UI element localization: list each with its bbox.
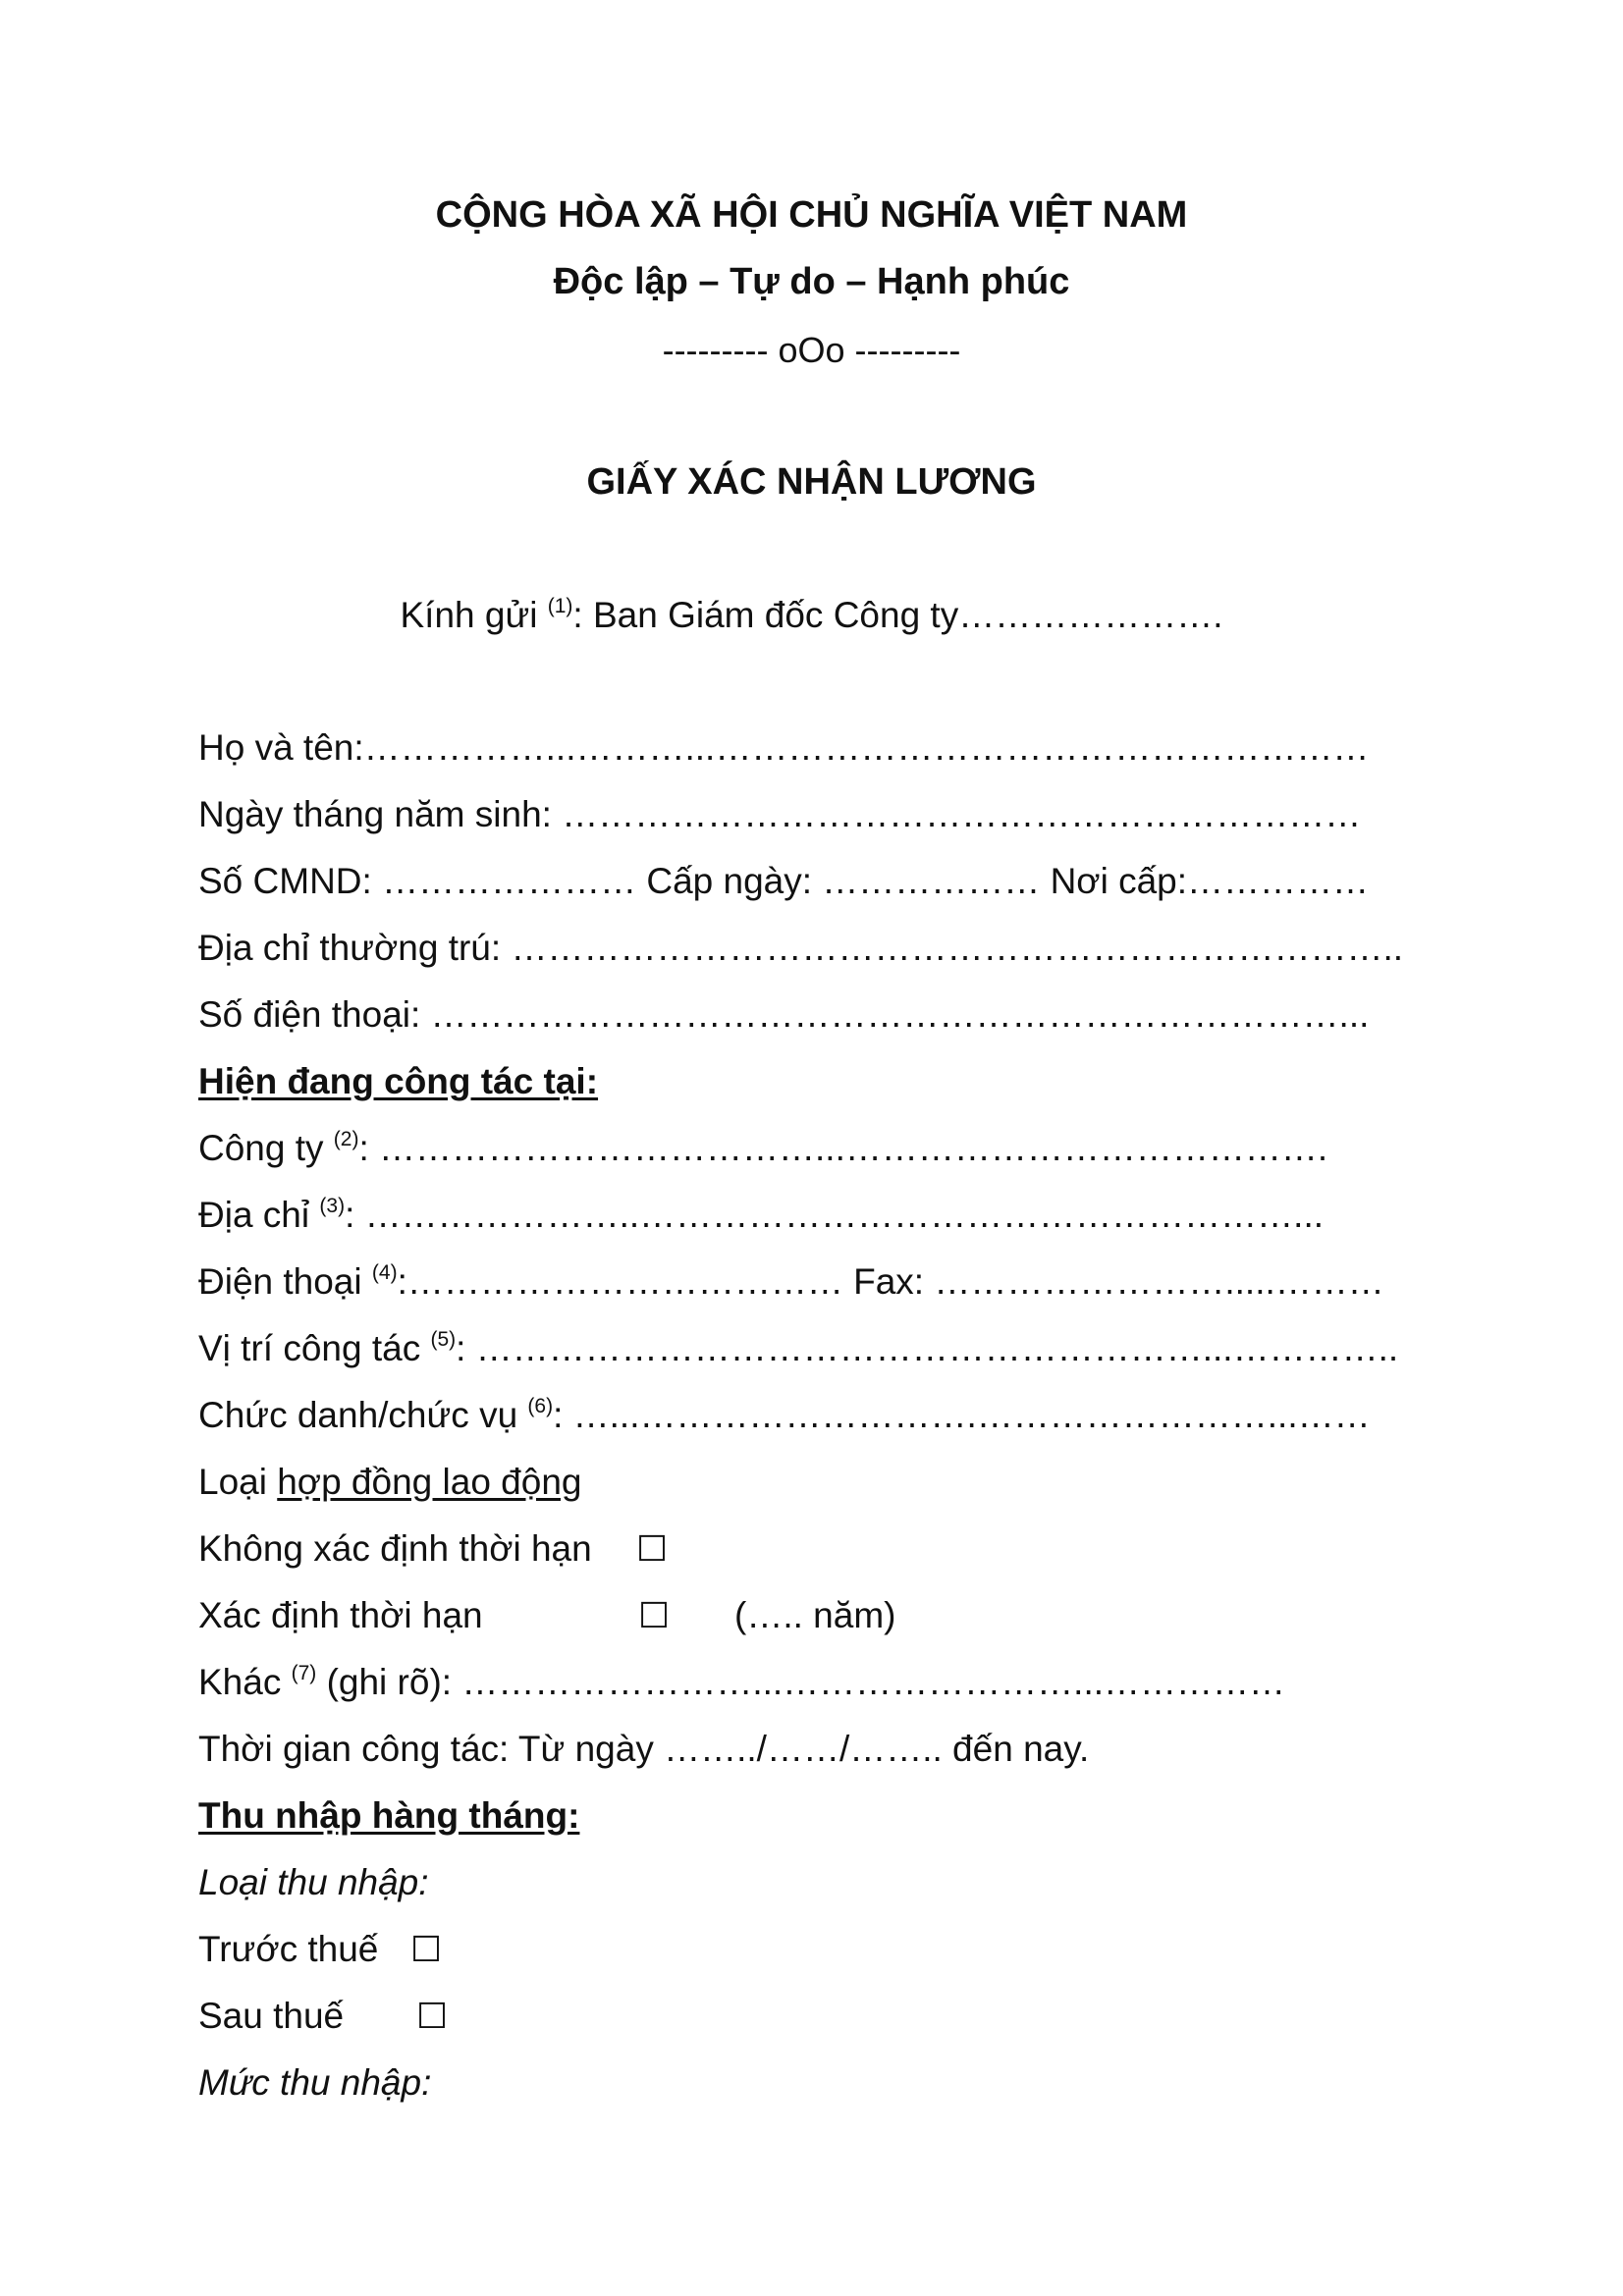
company-phone-label: Điện thoại (198, 1261, 372, 1302)
before-tax-checkbox[interactable]: ☐ (410, 1929, 443, 1969)
document-title: GIẤY XÁC NHẬN LƯƠNG (586, 461, 1037, 503)
recipient-line (0, 595, 1623, 636)
after-tax-checkbox[interactable]: ☐ (416, 1996, 449, 2036)
job-title-label: Chức danh/chức vụ (198, 1395, 528, 1435)
company-address-dots: : …………………..………………………………………………... (345, 1195, 1325, 1235)
footnote-3: (3) (319, 1195, 346, 1217)
contract-type-label (198, 1461, 582, 1504)
header-separator: --------- oOo --------- (662, 330, 961, 370)
contract-type-prefix: Loại (198, 1462, 278, 1502)
contract-type-underlined: hợp đồng lao động (277, 1462, 582, 1502)
footnote-2: (2) (333, 1128, 359, 1150)
country-heading: CỘNG HÒA XÃ HỘI CHỦ NGHĨA VIỆT NAM (435, 194, 1188, 236)
company-phone-field (198, 1260, 1384, 1304)
income-type-label: Loại thu nhập: (198, 1862, 429, 1902)
contract-indefinite-label: Không xác định thời hạn (198, 1528, 592, 1569)
company-phone-dots: :……………………………… Fax: …………………….....……… (397, 1261, 1384, 1302)
company-address-field (198, 1194, 1324, 1237)
contract-other-label: Khác (198, 1662, 292, 1702)
job-title-dots: : …...……………………….……………………...…… (553, 1395, 1371, 1435)
footnote-4: (4) (371, 1261, 398, 1284)
contract-definite-checkbox[interactable]: ☐ (638, 1595, 671, 1635)
recipient-prefix: Kính gửi (400, 595, 548, 635)
income-level-label: Mức thu nhập: (198, 2062, 432, 2103)
national-motto: Độc lập – Tự do – Hạnh phúc (553, 261, 1070, 302)
contract-other-dots: (ghi rõ): ……………………...……………………...…………… (316, 1662, 1286, 1702)
contract-indefinite-checkbox[interactable]: ☐ (636, 1528, 669, 1569)
company-dots: : ………………………………...…………………………………. (358, 1128, 1328, 1168)
birth-date-field: Ngày tháng năm sinh: ………………………………………………………… (198, 794, 1362, 834)
full-name-field: Họ và tên:……………...………...……………………………………………… (198, 727, 1370, 768)
company-label: Công ty (198, 1128, 334, 1168)
job-title-field (198, 1394, 1371, 1437)
before-tax-label: Trước thuế (198, 1929, 379, 1969)
id-number-field: Số CMND: ………………… Cấp ngày: ……………… Nơi cấp:…………… (198, 861, 1370, 901)
work-position-field (198, 1327, 1398, 1370)
contract-years-field: (….. năm) (734, 1595, 896, 1635)
work-position-dots: : ……………………………………………………...………….. (456, 1328, 1399, 1368)
work-duration-field: Thời gian công tác: Từ ngày ……../……/…….. đến nay. (198, 1729, 1090, 1769)
work-position-label: Vị trí công tác (198, 1328, 431, 1368)
company-field (198, 1127, 1327, 1170)
footnote-6: (6) (527, 1395, 554, 1417)
phone-number-field: Số điện thoại: …………………………………………………………………... (198, 994, 1370, 1035)
after-tax-label: Sau thuế (198, 1996, 345, 2036)
footnote-7: (7) (291, 1662, 317, 1684)
footnote-5: (5) (430, 1328, 457, 1351)
contract-definite-label: Xác định thời hạn (198, 1595, 483, 1635)
contract-other-field (198, 1661, 1285, 1704)
permanent-address-field: Địa chỉ thường trú: ……………………………………………………………….. (198, 928, 1403, 968)
company-address-label: Địa chỉ (198, 1195, 320, 1235)
recipient-text: : Ban Giám đốc Công ty…………………. (572, 595, 1223, 635)
footnote-1: (1) (547, 595, 573, 617)
income-section-heading: Thu nhập hàng tháng: (198, 1795, 580, 1836)
work-section-heading: Hiện đang công tác tại: (198, 1061, 599, 1101)
